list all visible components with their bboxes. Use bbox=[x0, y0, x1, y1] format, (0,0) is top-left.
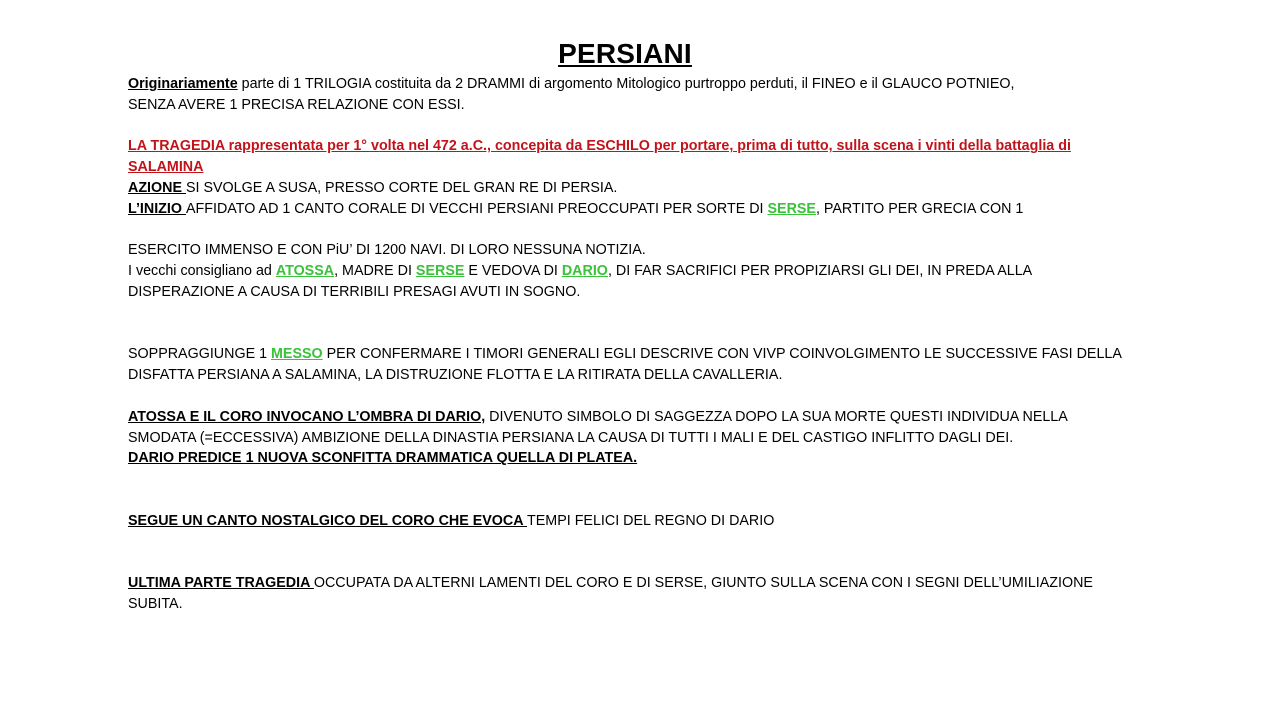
intro-line-1 bbox=[128, 74, 1128, 95]
inizio-text-a: AFFIDATO AD 1 CANTO CORALE DI VECCHI PERSIANI PREOCCUPATI PER SORTE DI bbox=[185, 200, 768, 217]
spacer bbox=[128, 469, 1128, 490]
intro-lead: Originariamente bbox=[128, 76, 238, 92]
segue-label: SEGUE UN CANTO NOSTALGICO DEL CORO CHE EVOCA bbox=[128, 512, 528, 529]
atossa-name: ATOSSA bbox=[275, 263, 335, 280]
messo-line-1 bbox=[128, 344, 1128, 365]
tragedia-line-2: SALAMINA bbox=[128, 159, 204, 176]
vecchi-text-d: , DI FAR SACRIFICI PER PROPIZIARSI GLI DEI, IN PREDA ALLA bbox=[607, 263, 1033, 280]
spacer bbox=[128, 116, 1128, 137]
slide-title: PERSIANI bbox=[558, 38, 692, 69]
azione-label: AZIONE bbox=[128, 179, 186, 196]
spacer bbox=[128, 303, 1128, 324]
intro-line-2: SENZA AVERE 1 PRECISA RELAZIONE CON ESSI. bbox=[128, 96, 465, 113]
spacer bbox=[128, 490, 1128, 511]
ultima-line-2: SUBITA. bbox=[128, 595, 183, 612]
atossa-coro-label: ATOSSA E IL CORO INVOCANO L’OMBRA DI DARIO, bbox=[128, 408, 486, 425]
dario-name: DARIO bbox=[561, 263, 608, 280]
serse-name: SERSE bbox=[767, 200, 816, 217]
inizio-line bbox=[128, 199, 1128, 220]
spacer bbox=[128, 220, 1128, 241]
intro-text: parte di 1 TRILOGIA costituita da 2 DRAMMI di argomento Mitologico purtroppo perduti, il FINEO e il GLAUCO POTNIEO, bbox=[237, 76, 1015, 92]
vecchi-text-c: E VEDOVA DI bbox=[464, 263, 562, 280]
messo-text-a: SOPPRAGGIUNGE 1 bbox=[128, 346, 272, 363]
dario-predice-line: DARIO PREDICE 1 NUOVA SCONFITTA DRAMMATICA QUELLA DI PLATEA. bbox=[128, 450, 638, 467]
spacer bbox=[128, 532, 1128, 553]
vecchi-text-b: , MADRE DI bbox=[334, 263, 416, 280]
spacer bbox=[128, 552, 1128, 573]
messo-name: MESSO bbox=[271, 346, 323, 363]
slide-body bbox=[128, 74, 1128, 615]
inizio-label: L’INIZIO bbox=[128, 200, 186, 217]
esercito-line: ESERCITO IMMENSO E CON PiU’ DI 1200 NAVI. DI LORO NESSUNA NOTIZIA. bbox=[128, 242, 646, 259]
vecchi-line-2: DISPERAZIONE A CAUSA DI TERRIBILI PRESAGI AVUTI IN SOGNO. bbox=[128, 283, 581, 300]
segue-text: TEMPI FELICI DEL REGNO DI DARIO bbox=[527, 512, 775, 529]
ultima-text: OCCUPATA DA ALTERNI LAMENTI DEL CORO E DI SERSE, GIUNTO SULLA SCENA CON I SEGNI DELL’UMILIAZIONE bbox=[313, 575, 1093, 592]
atossa-coro-line-2: SMODATA (=ECCESSIVA) AMBIZIONE DELLA DINASTIA PERSIANA LA CAUSA DI TUTTI I MALI E DEL CASTIGO INFLITTO DAGLI DEI. bbox=[128, 429, 1014, 446]
messo-text-b: PER CONFERMARE I TIMORI GENERALI EGLI DESCRIVE CON VIVP COINVOLGIMENTO LE SUCCESSIVE FASI DELLA bbox=[322, 346, 1122, 363]
serse-name: SERSE bbox=[415, 263, 465, 280]
vecchi-line-1 bbox=[128, 261, 1128, 282]
inizio-text-b: , PARTITO PER GRECIA CON 1 bbox=[815, 200, 1024, 217]
segue-line bbox=[128, 511, 1128, 532]
atossa-coro-line-1 bbox=[128, 407, 1128, 428]
atossa-coro-text: DIVENUTO SIMBOLO DI SAGGEZZA DOPO LA SUA MORTE QUESTI INDIVIDUA NELLA bbox=[485, 408, 1068, 425]
vecchi-text-a: I vecchi consigliano ad bbox=[128, 263, 276, 280]
messo-line-2: DISFATTA PERSIANA A SALAMINA, LA DISTRUZIONE FLOTTA E LA RITIRATA DELLA CAVALLERIA. bbox=[128, 367, 783, 384]
azione-line bbox=[128, 178, 1128, 199]
ultima-label: ULTIMA PARTE TRAGEDIA bbox=[128, 575, 314, 592]
spacer bbox=[128, 386, 1128, 407]
azione-text: SI SVOLGE A SUSA, PRESSO CORTE DEL GRAN RE DI PERSIA. bbox=[185, 179, 618, 196]
spacer bbox=[128, 324, 1128, 345]
tragedia-line-1: LA TRAGEDIA rappresentata per 1° volta nel 472 a.C., concepita da ESCHILO per portare, prima di tutto, sulla scena i vinti della battaglia di bbox=[128, 138, 1071, 155]
ultima-line-1 bbox=[128, 573, 1128, 594]
